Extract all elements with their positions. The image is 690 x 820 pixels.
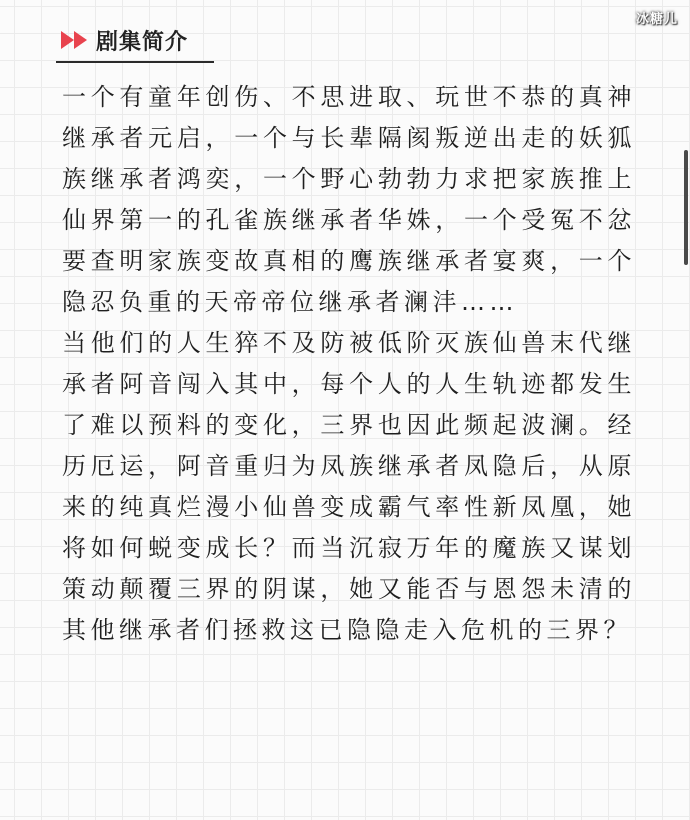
watermark-text: 冰糖儿 bbox=[635, 12, 678, 27]
synopsis-paragraph-1: 一个有童年创伤、不思进取、玩世不恭的真神继承者元启，一个与长辈隔阂叛逆出走的妖狐族继承者鸿奕，一个野心勃勃力求把家族推上仙界第一的孔雀族继承者华姝，一个受冤不忿要查明家族变故真相的鹰族继承者宴爽，一个隐忍负重的天帝帝位继承者澜沣…… bbox=[62, 83, 636, 316]
synopsis-body bbox=[62, 77, 636, 651]
synopsis-paragraph-2: 当他们的人生猝不及防被低阶灭族仙兽末代继承者阿音闯入其中，每个人的人生轨迹都发生了难以预料的变化，三界也因此频起波澜。经历厄运，阿音重归为凤族继承者凤隐后，从原来的纯真烂漫小仙兽变成霸气率性新凤凰，她将如何蜕变成长？而当沉寂万年的魔族又谋划策动颠覆三界的阴谋，她又能否与恩怨未清的其他继承者们拯救这已隐隐走入危机的三界？ bbox=[62, 329, 636, 644]
section-title: 剧集简介 bbox=[96, 29, 189, 55]
title-underline bbox=[56, 61, 214, 63]
double-arrow-icon bbox=[60, 30, 90, 50]
section-header bbox=[60, 20, 188, 60]
scrollbar-thumb[interactable] bbox=[684, 150, 688, 265]
